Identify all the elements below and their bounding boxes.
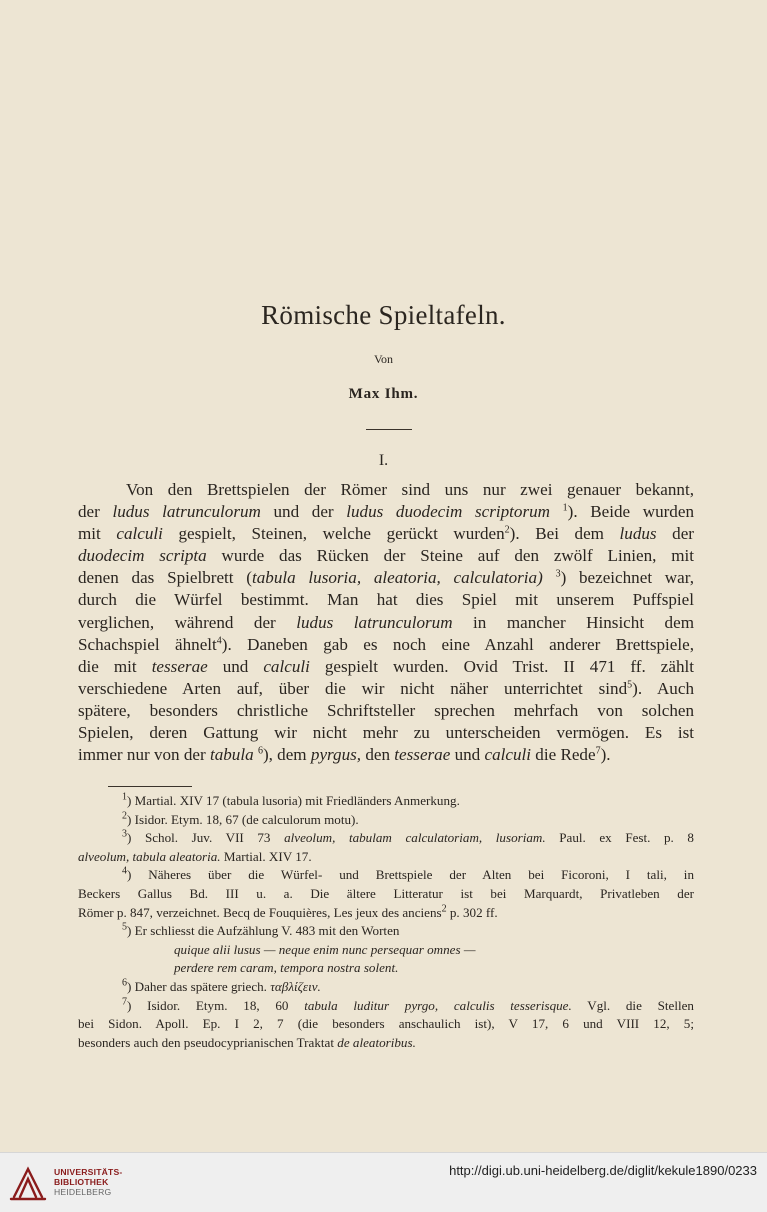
footnote-line: Beckers Gallus Bd. III u. a. Die ältere Litteratur ist bei Marquardt, Privatleben der	[78, 885, 694, 901]
library-name-line-3: HEIDELBERG	[54, 1187, 112, 1197]
footnote-divider	[108, 786, 192, 787]
library-name[interactable]	[54, 1167, 123, 1197]
body-line: verschiedene Arten auf, über die wir nicht näher unterrichtet sind$^5$). Auch	[78, 678, 694, 698]
footnote-line: $^5$) Er schliesst die Aufzählung V. 483 mit den Worten	[122, 921, 400, 939]
body-text	[78, 479, 694, 766]
footnotes	[78, 792, 694, 1052]
footnote-line: bei Sidon. Apoll. Ep. I 2, 7 (die besonders anschaulich ist), V 17, 6 und VIII 12, 5;	[78, 1016, 694, 1032]
body-line: Schachspiel ähnelt$^4$). Daneben gab es noch eine Anzahl anderer Brettspiele,	[78, 634, 695, 654]
footnote-line: quique alii lusus — neque enim nunc persequar omnes —	[174, 941, 476, 957]
footnote-line: besonders auch den pseudocyprianischen Traktat de aleatoribus.	[78, 1034, 416, 1050]
author-name: Max Ihm.	[348, 386, 419, 402]
footnote-line: $^3$) Schol. Juv. VII 73 alveolum, tabulam calculatoriam, lusoriam. Paul. ex Fest. p. 8	[122, 828, 694, 846]
university-library-logo-icon[interactable]	[8, 1163, 48, 1203]
byline-von: Von	[373, 352, 394, 366]
footnote-line: $^2$) Isidor. Etym. 18, 67 (de calculorum motu).	[122, 810, 359, 827]
body-line: spätere, besonders christliche Schriftsteller sprechen mehrfach von solchen	[78, 700, 694, 720]
body-line: duodecim scripta wurde das Rücken der Steine auf den zwölf Linien, mit	[78, 546, 694, 566]
footnote-line: $^1$) Martial. XIV 17 (tabula lusoria) mit Friedländers Anmerkung.	[122, 791, 460, 808]
footnote-line: Römer p. 847, verzeichnet. Becq de Fouquières, Les jeux des anciens$^2$ p. 302 ff.	[78, 903, 498, 920]
library-name-line-2: BIBLIOTHEK	[54, 1177, 109, 1187]
body-line: denen das Spielbrett (tabula lusoria, aleatoria, calculatoria) $^3$) bezeichnet war,	[78, 568, 695, 588]
body-line: der ludus latrunculorum und der ludus duodecim scriptorum $^1$). Beide wurden	[78, 502, 694, 522]
article-title: Römische Spieltafeln.	[261, 300, 506, 330]
body-line: die mit tesserae und calculi gespielt wurden. Ovid Trist. II 471 ff. zählt	[78, 656, 694, 676]
footnote-line: $^6$) Daher das spätere griech. ταβλίζειν.	[122, 977, 321, 994]
body-line: Spielen, deren Gattung wir nicht mehr zu unterscheiden vermögen. Es ist	[78, 723, 694, 743]
footnote-line: perdere rem caram, tempora nostra solent.	[174, 960, 399, 976]
footnote-line: $^7$) Isidor. Etym. 18, 60 tabula luditur pyrgo, calculis tesserisque. Vgl. die Stellen	[122, 996, 694, 1013]
body-line: durch die Würfel bestimmt. Man hat dies Spiel mit unserem Puffspiel	[78, 590, 694, 610]
body-line: immer nur von der tabula $^6$), dem pyrgus, den tesserae und calculi die Rede$^7$).	[78, 745, 611, 765]
viewer-footer	[0, 1152, 767, 1212]
body-line: verglichen, während der ludus latrunculorum in mancher Hinsicht dem	[78, 612, 694, 632]
body-line: mit calculi gespielt, Steinen, welche gerückt wurden$^2$). Bei dem ludus der	[78, 524, 694, 544]
footnote-line: $^4$) Näheres über die Würfel- und Brettspiele der Alten bei Ficoroni, I tali, in	[122, 866, 694, 883]
body-line: Von den Brettspielen der Römer sind uns nur zwei genauer bekannt,	[126, 480, 694, 499]
library-name-line-1: UNIVERSITÄTS-	[54, 1167, 123, 1177]
permalink-url[interactable]: http://digi.ub.uni-heidelberg.de/diglit/kekule1890/0233	[449, 1163, 757, 1178]
footnote-line: alveolum, tabula aleatoria. Martial. XIV 17.	[78, 848, 312, 864]
section-number: I.	[378, 452, 389, 469]
title-divider	[366, 429, 412, 430]
